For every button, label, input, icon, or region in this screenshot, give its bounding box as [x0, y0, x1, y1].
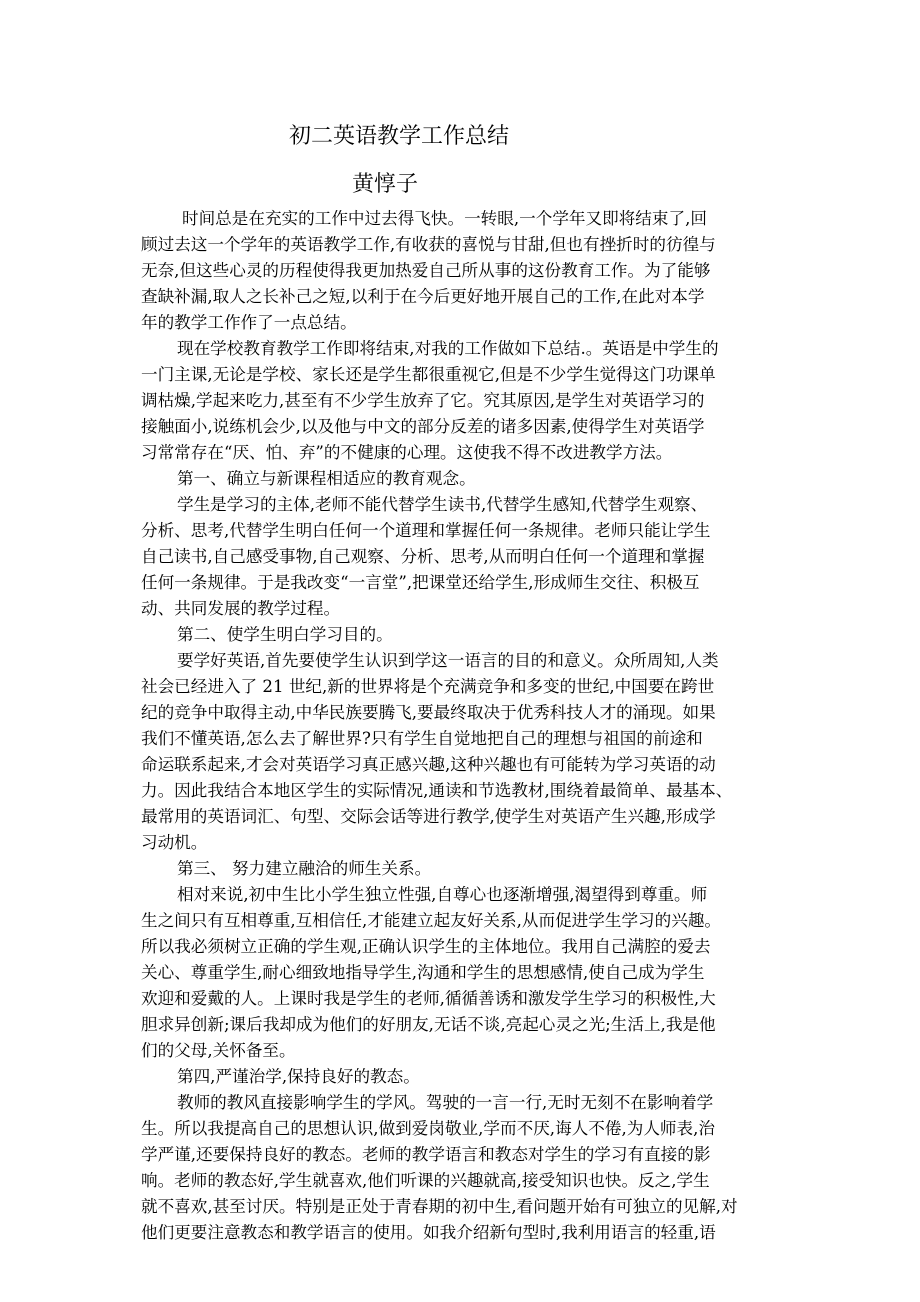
text-line: 习常常存在“厌、怕、弃”的不健康的心理。这使我不得不改进教学方法。	[141, 443, 673, 462]
section-heading: 第三、 努力建立融洽的师生关系。	[177, 859, 432, 878]
text-line: 纪的竞争中取得主动,中华民族要腾飞,要最终取决于优秀科技人才的涌现。如果	[141, 703, 716, 722]
text-line: 我们不懂英语,怎么去了解世界?只有学生自觉地把自己的理想与祖国的前途和	[141, 729, 703, 748]
document-author: 黄惇子	[352, 172, 419, 197]
section-heading: 第四,严谨治学,保持良好的教态。	[177, 1067, 420, 1086]
section-heading: 第一、确立与新课程相适应的教育观念。	[177, 469, 476, 488]
text-line: 学生是学习的主体,老师不能代替学生读书,代替学生感知,代替学生观察、	[177, 495, 708, 514]
text-line: 力。因此我结合本地区学生的实际情况,通读和节选教材,围绕着最简单、最基本、	[141, 781, 733, 800]
text-line: 们的父母,关怀备至。	[141, 1041, 296, 1060]
text-line: 现在学校教育教学工作即将结束,对我的工作做如下总结.。英语是中学生的	[177, 339, 719, 358]
text-line: 生。所以我提高自己的思想认识,做到爱岗敬业,学而不厌,诲人不倦,为人师表,治	[141, 1119, 715, 1138]
text-line: 欢迎和爱戴的人。上课时我是学生的老师,循循善诱和激发学生学习的积极性,大	[141, 989, 716, 1008]
text-line: 学严谨,还要保持良好的教态。老师的教学语言和教态对学生的学习有直接的影	[141, 1145, 711, 1164]
text-line: 习动机。	[141, 833, 208, 852]
text-line: 他们更要注意教态和教学语言的使用。如我介绍新句型时,我利用语言的轻重,语	[141, 1223, 716, 1242]
text-line: 时间总是在充实的工作中过去得飞快。一转眼,一个学年又即将结束了,回	[182, 209, 707, 228]
text-line: 要学好英语,首先要使学生认识到学这一语言的目的和意义。众所周知,人类	[177, 651, 719, 670]
text-line: 社会已经进入了 21 世纪,新的世界将是个充满竞争和多变的世纪,中国要在跨世	[141, 677, 715, 696]
text-line: 分析、思考,代替学生明白任何一个道理和掌握任何一条规律。老师只能让学生	[141, 521, 711, 540]
text-line: 胆求异创新;课后我却成为他们的好朋友,无话不谈,亮起心灵之光;生活上,我是他	[141, 1015, 716, 1034]
text-line: 相对来说,初中生比小学生独立性强,自尊心也逐渐增强,渴望得到尊重。师	[177, 885, 708, 904]
text-line: 动、共同发展的教学过程。	[141, 599, 341, 618]
text-line: 顾过去这一个学年的英语教学工作,有收获的喜悦与甘甜,但也有挫折时的彷徨与	[141, 235, 716, 254]
text-line: 教师的教风直接影响学生的学风。驾驶的一言一行,无时无刻不在影响着学	[177, 1093, 714, 1112]
text-line: 最常用的英语词汇、句型、交际会话等进行教学,使学生对英语产生兴趣,形成学	[141, 807, 716, 826]
text-line: 生之间只有互相尊重,互相信任,才能建立起友好关系,从而促进学生学习的兴趣。	[141, 911, 722, 930]
section-heading: 第二、使学生明白学习目的。	[177, 625, 393, 644]
text-line: 一门主课,无论是学校、家长还是学生都很重视它,但是不少学生觉得这门功课单	[141, 365, 716, 384]
text-line: 年的教学工作作了一点总结。	[141, 313, 357, 332]
document-title: 初二英语教学工作总结	[289, 124, 510, 149]
text-line: 无奈,但这些心灵的历程使得我更加热爱自己所从事的这份教育工作。为了能够	[141, 261, 711, 280]
text-line: 接触面小,说练机会少,以及他与中文的部分反差的诸多因素,使得学生对英语学	[141, 417, 705, 436]
text-line: 所以我必须树立正确的学生观,正确认识学生的主体地位。我用自己满腔的爱去	[141, 937, 711, 956]
text-line: 关心、尊重学生,耐心细致地指导学生,沟通和学生的思想感情,使自己成为学生	[141, 963, 705, 982]
text-line: 查缺补漏,取人之长补己之短,以利于在今后更好地开展自己的工作,在此对本学	[141, 287, 705, 306]
text-line: 调枯燥,学起来吃力,甚至有不少学生放弃了它。究其原因,是学生对英语学习的	[141, 391, 705, 410]
text-line: 响。老师的教态好,学生就喜欢,他们听课的兴趣就高,接受知识也快。反之,学生	[141, 1171, 710, 1190]
text-line: 命运联系起来,才会对英语学习真正感兴趣,这种兴趣也有可能转为学习英语的动	[141, 755, 716, 774]
text-line: 自己读书,自己感受事物,自己观察、分析、思考,从而明白任何一个道理和掌握	[141, 547, 705, 566]
text-line: 任何一条规律。于是我改变“一言堂”,把课堂还给学生,形成师生交往、积极互	[141, 573, 700, 592]
text-line: 就不喜欢,甚至讨厌。特别是正处于青春期的初中生,看问题开始有可独立的见解,对	[141, 1197, 738, 1216]
document-body	[141, 206, 821, 1246]
